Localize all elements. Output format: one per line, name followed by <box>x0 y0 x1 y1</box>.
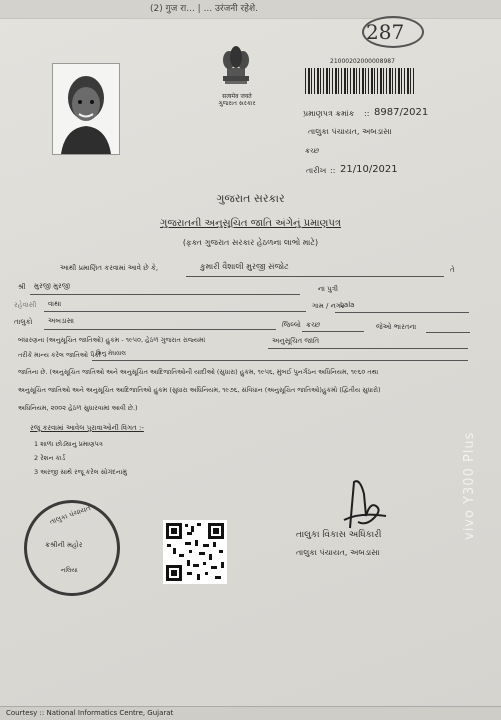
national-emblem <box>213 44 259 96</box>
evidence-heading: રજૂ કરવામાં આવેલ પુરાવાઓની વિગત :- <box>30 424 144 432</box>
seal-top-text: તાલુકા પંચાયત <box>48 503 92 527</box>
district-label: જિલ્લો <box>282 321 301 329</box>
officer-signature <box>330 476 390 536</box>
para-line-3: અધિનિયમ, ૨૦૦૨ હેઠળ સુધારવામાં આવી છે.) <box>18 404 138 412</box>
office-name: તાલુકા પંચાયત, અબડાસા <box>308 127 392 136</box>
officer-office: તાલુકા પંચાયત, અબડાસા <box>296 548 380 557</box>
seal-bottom-text: નલિયા <box>61 567 78 574</box>
officer-title: તાલુકા વિકાસ અધિકારી <box>296 530 382 540</box>
top-strip-text: (2) गुज रा... | ... उरंजनी रहेशे. <box>150 4 258 14</box>
official-seal <box>24 500 120 596</box>
barcode-number: 21000202000008987 <box>330 58 395 65</box>
evidence-item-2: 2 રેશન કાર્ડ <box>34 454 66 462</box>
certificate-title: ગુજરાતની અનુસૂચિત જાતિ અંગેનું પ્રમાણપત્ર <box>160 218 341 229</box>
evidence-item-1: 1 શાળા છોડ્યાનુ પ્રમાણપત્ર <box>34 440 103 448</box>
para-line-2: અનુસૂચિત જાતિઓ અને અનુસૂચિત આદિજાતિઓ હુકમ (સુધારા અધિનિયમ, ૧૯૭૬, સંવિધાન (અનુસૂચિત જાતિઓ)હુકમો (દ્વિતીય સુધારો) <box>18 386 381 394</box>
emblem-caption-1: सत्यमेव जयते <box>222 93 252 100</box>
camera-watermark: vivo Y300 Plus <box>462 431 477 540</box>
village-label: ગામ / નગર <box>312 302 345 310</box>
certificate-no-value: 8987/2021 <box>374 107 429 118</box>
courtesy-text: Courtesy :: National Informatics Centre, Gujarat <box>6 709 174 717</box>
state-text: જેઓ ભારતના <box>376 323 417 331</box>
recognized-text: તરીકે માન્ય કરેલ જાતિઓ પૈકી <box>18 351 101 359</box>
certificate-subtitle: (ફક્ત ગુજરાત સરકાર હેઠળના લાભો માટે) <box>182 238 319 247</box>
evidence-item-3: 3 અરજી સાથે રજૂ કરેલ સોગંદનામું <box>34 468 127 476</box>
applicant-name: કુમારી વૈશાલી મુરજી સંજોટ <box>200 262 289 271</box>
office-prefix: ક્રચ્છ <box>305 147 320 155</box>
order-text: બંધારણના (અનુસૂચિત જાતિઓ) હુકમ - ૧૯૫૦, હેઠળ ગુજરાત રાજ્યમાં <box>18 336 206 344</box>
district-value: ક્રચ્છ <box>306 321 321 329</box>
village-value: Lala <box>340 301 355 309</box>
top-strip <box>0 0 501 19</box>
certificate-no-label: પ્રમાણપત્ર ક્રમાંક <box>303 109 355 118</box>
courtesy-footer <box>0 706 501 720</box>
date-value: 21/10/2021 <box>340 164 398 175</box>
father-suffix: ના પુત્રી <box>318 285 339 293</box>
taluka-label: તાલુકો <box>14 318 33 326</box>
resident-value: વાથા <box>48 300 62 308</box>
name-suffix: તે <box>450 266 455 274</box>
para-line-1: જાતિના છે. (અનુસૂચિત જાતિઓ અને અનુસૂચિત આદિજાતિઓની યાદીઓ (સુધારા) હુકમ, ૧૯૫૬, મુંબઈ પુનર્ગઠન અધિનિયમ, ૧૯૬૦ તથા <box>18 368 379 376</box>
certificate-sheet: (2) गुज रा... | ... उरंजनी रहेशे. 287 सत्यमेव जयते ગુજરાત સરકાર 21000202000008987 પ્રમાણપત્ર ક્રમાંક :: 8987/2021 તાલુકા પંચાયત, અબડાસા ક્રચ્છ તારીખ :: 21/10/2021 ગુજરાત સરકાર ગુજરાતની અનુસૂચિત જાતિ અંગેનું પ્રમાણપત્ર (ફક્ત ગુજરાત સરકાર હેઠળના લાભો માટે) આથી પ્રમાણિત કરવામાં આવે છે કે, કુમારી વૈશાલી મુરજી સંજોટ તે શ્રી મુરજી મુરજી ના પુત્રી રહેવાસી વાથા ગામ / નગર Lala તાલુકો અબડાસા જિલ્લો ક્રચ્છ જેઓ ભારતના બંધારણના (અનુસૂચિત જાતિઓ) હુકમ - ૧૯૫૦, હેઠળ ગુજરાત રાજ્યમાં અનુસૂચિત જાતિ તરીકે માન્ય કરેલ જાતિઓ પૈકી મિનુ મેઘવાલ જાતિના છે. (અનુસૂચિત જાતિઓ અને અનુસૂચિત આદિજાતિઓની યાદીઓ (સુધારા) હુકમ, ૧૯૫૬, મુંબઈ પુનર્ગઠન અધિનિયમ, ૧૯૬૦ તથા અનુસૂચિત જાતિઓ અને અનુસૂચિત આદિજાતિઓ હુકમ (સુધારા અધિનિયમ, ૧૯૭૬, સંવિધાન (અનુસૂચિત જાતિઓ)હુકમો (દ્વિતીય સુધારો) અધિનિયમ, ૨૦૦૨ હેઠળ સુધારવામાં આવી છે.) રજૂ કરવામાં આવેલ પુરાવાઓની વિગત :- 1 શાળા છોડ્યાનુ પ્રમાણપત્ર 2 રેશન કાર્ડ 3 અરજી સાથે રજૂ કરેલ સોગંદનામું તાલુકા પંચાયત ક્રશ્રીની મહોર નલિયા તાલુકા વિકાસ અધિકારી તાલુકા પંચાયત, અબડાસા Courtesy :: National Informatics Centre, Gujarat <box>0 0 501 720</box>
emblem-caption-2: ગુજરાત સરકાર <box>218 100 256 107</box>
father-label: શ્રી <box>18 283 26 291</box>
taluka-value: અબડાસા <box>48 317 74 325</box>
caste-value: અનુસૂચિત જાતિ <box>272 337 320 345</box>
qr-code <box>163 520 227 584</box>
community-value: મિનુ મેઘવાલ <box>96 350 126 357</box>
barcode <box>305 68 415 94</box>
date-label: તારીખ <box>306 166 327 175</box>
handwritten-number: 287 <box>366 20 405 44</box>
certify-text: આથી પ્રમાણિત કરવામાં આવે છે કે, <box>60 264 159 272</box>
govt-title: ગુજરાત સરકાર <box>216 192 285 205</box>
seal-middle-text: ક્રશ્રીની મહોર <box>45 541 83 549</box>
father-name: મુરજી મુરજી <box>34 282 70 290</box>
resident-label: રહેવાસી <box>14 301 37 309</box>
applicant-photo <box>52 63 120 155</box>
